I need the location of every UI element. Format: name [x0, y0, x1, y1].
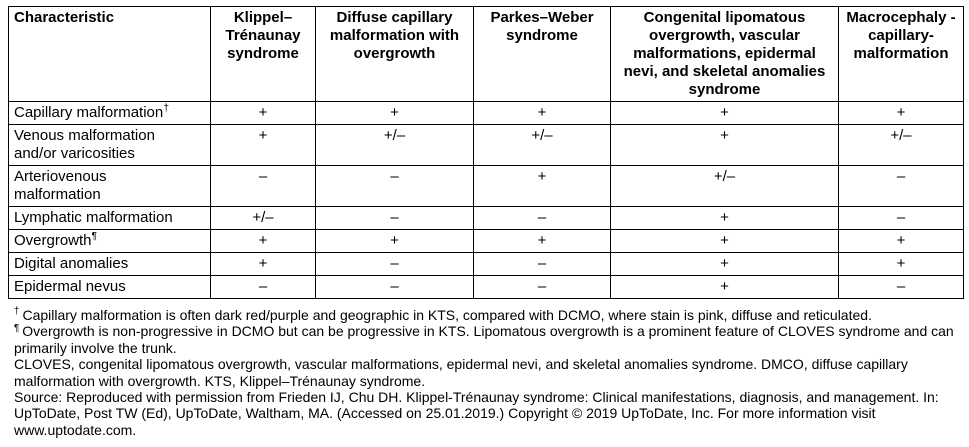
row-label-text: Overgrowth [14, 232, 92, 249]
cell-value: – [474, 276, 611, 299]
dagger-marker: † [14, 306, 20, 318]
table-row [9, 207, 964, 230]
cell-value: – [316, 166, 474, 207]
cell-value: + [316, 102, 474, 125]
cell-value: – [316, 207, 474, 230]
footnote-dagger [14, 307, 958, 323]
column-header-diffuse-capillary-malformation: Diffuse capillary malformation with overgrowth [316, 7, 474, 102]
row-label-text: Arteriovenous malformation [14, 168, 107, 203]
cell-value: + [474, 102, 611, 125]
row-label-text: Lymphatic malformation [14, 209, 173, 226]
cell-value: + [611, 253, 839, 276]
pilcrow-marker: ¶ [91, 230, 98, 242]
cell-value: + [474, 230, 611, 253]
pilcrow-marker: ¶ [14, 322, 20, 334]
cell-value: – [211, 276, 316, 299]
cell-value: +/– [611, 166, 839, 207]
cell-value: + [839, 102, 964, 125]
cell-value: – [474, 253, 611, 276]
footnotes [14, 307, 958, 438]
cell-value: – [211, 166, 316, 207]
footnote-pilcrow [14, 323, 958, 356]
table-row [9, 125, 964, 166]
cell-value: + [611, 276, 839, 299]
table-row [9, 253, 964, 276]
footnote-text: Capillary malformation is often dark red/purple and geographic in KTS, compared with DCMO, where stain is pink, diffuse and reticulated. [22, 307, 872, 323]
cell-value: + [474, 166, 611, 207]
cell-value: – [839, 276, 964, 299]
cell-value: + [211, 253, 316, 276]
cell-value: + [839, 253, 964, 276]
cell-value: + [211, 125, 316, 166]
row-label-venous-malformation [9, 125, 211, 166]
row-label-capillary-malformation [9, 102, 211, 125]
cell-value: – [474, 207, 611, 230]
row-label-arteriovenous-malformation [9, 166, 211, 207]
column-header-cloves: Congenital lipomatous overgrowth, vascular malformations, epidermal nevi, and skeletal anomalies syndrome [611, 7, 839, 102]
cell-value: +/– [211, 207, 316, 230]
footnote-source [14, 389, 958, 438]
row-label-overgrowth [9, 230, 211, 253]
table-row [9, 102, 964, 125]
cell-value: – [316, 276, 474, 299]
cell-value: + [839, 230, 964, 253]
header-row [9, 7, 964, 102]
cell-value: + [316, 230, 474, 253]
cell-value: + [611, 230, 839, 253]
row-label-text: Capillary malformation [14, 104, 164, 121]
row-label-text: Venous malformation and/or varicosities [14, 127, 155, 162]
cell-value: +/– [474, 125, 611, 166]
footnote-text: CLOVES, congenital lipomatous overgrowth, vascular malformations, epidermal nevi, and skeletal anomalies syndrome. DMCO, diffuse capillary malformation with overgrowth. KTS, Klippel–Trénaunay syndrome. [14, 356, 908, 389]
row-label-epidermal-nevus [9, 276, 211, 299]
row-label-lymphatic-malformation [9, 207, 211, 230]
row-label-text: Digital anomalies [14, 255, 129, 272]
column-header-klippel-trenaunay: Klippel–Trénaunay syndrome [211, 7, 316, 102]
cell-value: +/– [839, 125, 964, 166]
cell-value: – [316, 253, 474, 276]
column-header-macrocephaly-capillary-malformation: Macrocephaly -capillary- malformation [839, 7, 964, 102]
column-header-parkes-weber: Parkes–Weber syndrome [474, 7, 611, 102]
table-row [9, 276, 964, 299]
footnote-text: Overgrowth is non-progressive in DCMO but can be progressive in KTS. Lipomatous overgrowth is a prominent feature of CLOVES syndrome and can primarily involve the trunk. [14, 323, 954, 356]
footnote-abbreviations [14, 356, 958, 389]
cell-value: + [611, 125, 839, 166]
dagger-marker: † [163, 102, 170, 114]
cell-value: + [611, 207, 839, 230]
footnote-text: Source: Reproduced with permission from Frieden IJ, Chu DH. Klippel-Trénaunay syndrome: Clinical manifestations, diagnosis, and management. In: UpToDate, Post TW (Ed), UpToDate, Waltham, MA. (Accessed on 25.01.2019.) Copyright © 2019 UpToDate, Inc. For more information visit www.uptodate.com. [14, 389, 939, 438]
cell-value: + [211, 102, 316, 125]
row-label-text: Epidermal nevus [14, 278, 126, 295]
cell-value: + [211, 230, 316, 253]
column-header-characteristic: Characteristic [9, 7, 211, 102]
table-row [9, 166, 964, 207]
cell-value: + [611, 102, 839, 125]
cell-value: +/– [316, 125, 474, 166]
table-row [9, 230, 964, 253]
cell-value: – [839, 207, 964, 230]
syndrome-comparison-table [8, 6, 964, 299]
row-label-digital-anomalies [9, 253, 211, 276]
cell-value: – [839, 166, 964, 207]
